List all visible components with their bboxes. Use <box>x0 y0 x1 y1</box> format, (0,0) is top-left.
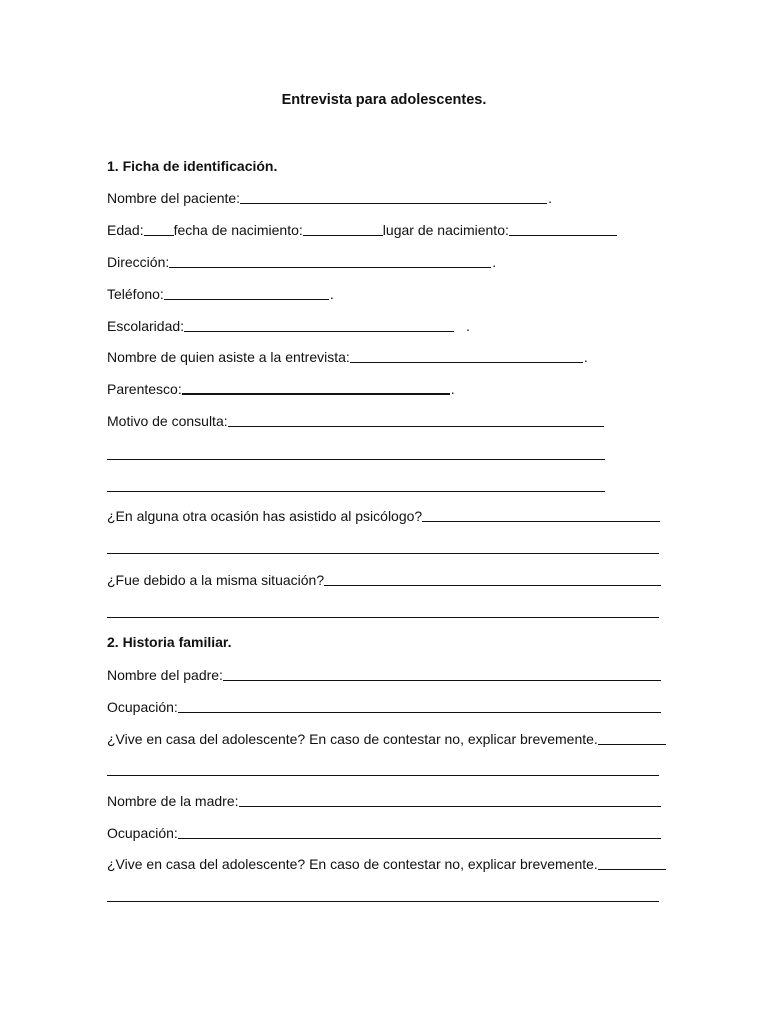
row-asiste <box>107 347 588 365</box>
section-2-heading: 2. Historia familiar. <box>107 634 232 650</box>
field-parentesco[interactable] <box>182 379 450 395</box>
label-padre: Nombre del padre: <box>107 667 223 683</box>
field-madre[interactable] <box>239 792 661 807</box>
label-nombre-paciente: Nombre del paciente: <box>107 190 241 206</box>
label-motivo: Motivo de consulta: <box>107 413 228 429</box>
row-vive-madre <box>107 854 666 872</box>
field-situacion[interactable] <box>324 571 661 586</box>
label-madre: Nombre de la madre: <box>107 793 239 809</box>
field-vive-madre[interactable] <box>598 855 666 870</box>
row-parentesco <box>107 379 455 397</box>
field-edad[interactable] <box>144 221 174 236</box>
field-direccion[interactable] <box>169 253 491 268</box>
section-1-heading: 1. Ficha de identificación. <box>107 158 278 174</box>
vive-padre-line-2[interactable] <box>107 775 659 776</box>
field-vive-padre[interactable] <box>598 730 666 745</box>
row-madre <box>107 791 661 809</box>
label-situacion: ¿Fue debido a la misma situación? <box>107 572 325 588</box>
field-lugar-nacimiento[interactable] <box>509 221 617 236</box>
row-escolaridad <box>107 316 470 334</box>
label-ocupacion-madre: Ocupación: <box>107 825 178 841</box>
row-motivo <box>107 411 604 429</box>
row-psicologo <box>107 506 660 524</box>
period: . <box>466 318 470 334</box>
period: . <box>583 349 588 365</box>
field-fecha-nacimiento[interactable] <box>303 221 383 236</box>
field-padre[interactable] <box>223 666 661 681</box>
row-ocupacion-madre <box>107 823 661 841</box>
label-psicologo: ¿En alguna otra ocasión has asistido al psicólogo? <box>107 508 423 524</box>
field-telefono[interactable] <box>164 285 329 300</box>
row-telefono <box>107 284 334 302</box>
label-edad: Edad: <box>107 222 144 238</box>
label-ocupacion-padre: Ocupación: <box>107 699 178 715</box>
row-situacion <box>107 570 661 588</box>
label-escolaridad: Escolaridad: <box>107 318 185 334</box>
vive-madre-line-2[interactable] <box>107 901 659 902</box>
field-asiste[interactable] <box>350 348 583 363</box>
period: . <box>329 286 334 302</box>
motivo-line-2[interactable] <box>107 459 605 460</box>
field-escolaridad[interactable] <box>184 317 454 332</box>
row-ocupacion-padre <box>107 697 661 715</box>
label-lugar-nacimiento: lugar de nacimiento: <box>382 222 509 238</box>
field-nombre-paciente[interactable] <box>240 189 547 204</box>
row-vive-padre <box>107 729 666 747</box>
field-ocupacion-padre[interactable] <box>178 698 661 713</box>
motivo-line-3[interactable] <box>107 491 605 492</box>
label-vive-padre: ¿Vive en casa del adolescente? En caso de contestar no, explicar brevemente. <box>107 731 598 747</box>
row-edad <box>107 220 617 238</box>
document-title: Entrevista para adolescentes. <box>281 92 487 108</box>
field-ocupacion-madre[interactable] <box>178 824 661 839</box>
row-direccion <box>107 252 496 270</box>
label-fecha-nacimiento: fecha de nacimiento: <box>173 222 303 238</box>
psicologo-line-2[interactable] <box>107 553 659 554</box>
field-motivo[interactable] <box>228 412 604 427</box>
field-psicologo[interactable] <box>422 507 660 522</box>
label-vive-madre: ¿Vive en casa del adolescente? En caso de contestar no, explicar brevemente. <box>107 856 598 872</box>
row-nombre-paciente <box>107 188 552 206</box>
situacion-line-2[interactable] <box>107 617 659 618</box>
period: . <box>450 381 455 397</box>
label-direccion: Dirección: <box>107 254 170 270</box>
label-asiste: Nombre de quien asiste a la entrevista: <box>107 349 350 365</box>
label-telefono: Teléfono: <box>107 286 164 302</box>
row-padre <box>107 665 661 683</box>
period: . <box>492 254 497 270</box>
label-parentesco: Parentesco: <box>107 381 182 397</box>
period: . <box>548 190 552 206</box>
